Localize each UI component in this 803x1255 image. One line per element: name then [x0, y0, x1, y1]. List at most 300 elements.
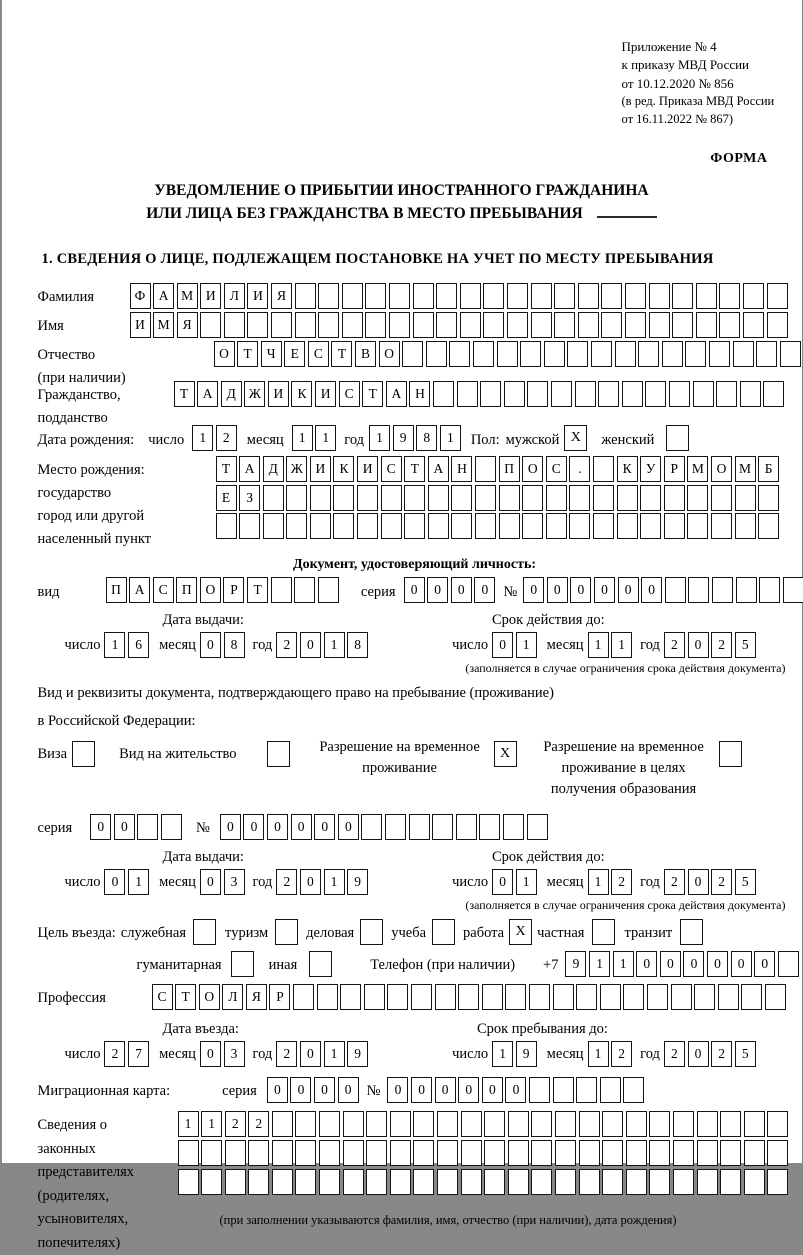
- char-cell[interactable]: [436, 312, 457, 338]
- char-cell[interactable]: 0: [411, 1077, 432, 1103]
- char-cell[interactable]: 0: [300, 632, 321, 658]
- char-cell[interactable]: [318, 283, 339, 309]
- purpose-transit-checkbox[interactable]: [680, 919, 703, 945]
- char-cell[interactable]: С: [546, 456, 567, 482]
- purpose-other-checkbox[interactable]: [309, 951, 332, 977]
- char-cell[interactable]: [507, 283, 528, 309]
- char-cell[interactable]: [461, 1140, 482, 1166]
- char-cell[interactable]: [381, 513, 402, 539]
- char-cell[interactable]: 0: [688, 1041, 709, 1067]
- purpose-business-checkbox[interactable]: [360, 919, 383, 945]
- char-cell[interactable]: П: [106, 577, 127, 603]
- char-cell[interactable]: И: [200, 283, 221, 309]
- char-cell[interactable]: [200, 312, 221, 338]
- purpose-private-checkbox[interactable]: [592, 919, 615, 945]
- char-cell[interactable]: [451, 485, 472, 511]
- char-cell[interactable]: 1: [192, 425, 213, 451]
- char-cell[interactable]: 0: [688, 869, 709, 895]
- char-cell[interactable]: 2: [711, 1041, 732, 1067]
- char-cell[interactable]: [529, 984, 550, 1010]
- char-cell[interactable]: 2: [276, 632, 297, 658]
- char-cell[interactable]: [461, 1111, 482, 1137]
- char-cell[interactable]: [685, 341, 706, 367]
- char-cell[interactable]: [649, 1111, 670, 1137]
- char-cell[interactable]: [672, 312, 693, 338]
- char-cell[interactable]: 0: [688, 632, 709, 658]
- char-cell[interactable]: [531, 1111, 552, 1137]
- char-cell[interactable]: 2: [248, 1111, 269, 1137]
- char-cell[interactable]: [687, 513, 708, 539]
- char-cell[interactable]: [741, 984, 762, 1010]
- char-cell[interactable]: [225, 1140, 246, 1166]
- char-cell[interactable]: 9: [516, 1041, 537, 1067]
- char-cell[interactable]: А: [197, 381, 218, 407]
- char-cell[interactable]: [626, 1111, 647, 1137]
- char-cell[interactable]: 0: [754, 951, 775, 977]
- char-cell[interactable]: И: [247, 283, 268, 309]
- char-cell[interactable]: [625, 283, 646, 309]
- char-cell[interactable]: .: [569, 456, 590, 482]
- char-cell[interactable]: 9: [347, 869, 368, 895]
- char-cell[interactable]: [671, 984, 692, 1010]
- char-cell[interactable]: [390, 1111, 411, 1137]
- char-cell[interactable]: [239, 513, 260, 539]
- char-cell[interactable]: 0: [338, 814, 359, 840]
- char-cell[interactable]: [482, 984, 503, 1010]
- char-cell[interactable]: [598, 381, 619, 407]
- char-cell[interactable]: [758, 513, 779, 539]
- char-cell[interactable]: [649, 1140, 670, 1166]
- char-cell[interactable]: Т: [247, 577, 268, 603]
- char-cell[interactable]: [499, 513, 520, 539]
- char-cell[interactable]: И: [310, 456, 331, 482]
- char-cell[interactable]: 1: [292, 425, 313, 451]
- char-cell[interactable]: 0: [570, 577, 591, 603]
- char-cell[interactable]: 0: [435, 1077, 456, 1103]
- char-cell[interactable]: С: [339, 381, 360, 407]
- char-cell[interactable]: 0: [482, 1077, 503, 1103]
- char-cell[interactable]: [696, 283, 717, 309]
- char-cell[interactable]: [318, 312, 339, 338]
- char-cell[interactable]: [697, 1111, 718, 1137]
- char-cell[interactable]: 2: [664, 632, 685, 658]
- char-cell[interactable]: Ф: [130, 283, 151, 309]
- char-cell[interactable]: [647, 984, 668, 1010]
- char-cell[interactable]: [711, 513, 732, 539]
- char-cell[interactable]: [201, 1140, 222, 1166]
- char-cell[interactable]: [693, 381, 714, 407]
- char-cell[interactable]: Р: [664, 456, 685, 482]
- char-cell[interactable]: [456, 814, 477, 840]
- char-cell[interactable]: Т: [175, 984, 196, 1010]
- char-cell[interactable]: [553, 1077, 574, 1103]
- char-cell[interactable]: М: [177, 283, 198, 309]
- char-cell[interactable]: Д: [263, 456, 284, 482]
- char-cell[interactable]: Я: [246, 984, 267, 1010]
- char-cell[interactable]: [271, 312, 292, 338]
- char-cell[interactable]: [665, 577, 686, 603]
- char-cell[interactable]: 0: [404, 577, 425, 603]
- char-cell[interactable]: 0: [338, 1077, 359, 1103]
- char-cell[interactable]: М: [153, 312, 174, 338]
- char-cell[interactable]: 8: [347, 632, 368, 658]
- char-cell[interactable]: [161, 814, 182, 840]
- char-cell[interactable]: 1: [588, 869, 609, 895]
- char-cell[interactable]: [507, 312, 528, 338]
- char-cell[interactable]: [484, 1169, 505, 1195]
- char-cell[interactable]: Т: [216, 456, 237, 482]
- char-cell[interactable]: [364, 984, 385, 1010]
- char-cell[interactable]: [697, 1169, 718, 1195]
- char-cell[interactable]: [569, 513, 590, 539]
- char-cell[interactable]: [428, 513, 449, 539]
- char-cell[interactable]: [576, 984, 597, 1010]
- char-cell[interactable]: 9: [393, 425, 414, 451]
- char-cell[interactable]: [435, 984, 456, 1010]
- char-cell[interactable]: [578, 312, 599, 338]
- char-cell[interactable]: 8: [224, 632, 245, 658]
- purpose-work-checkbox[interactable]: X: [509, 919, 532, 945]
- char-cell[interactable]: [480, 381, 501, 407]
- char-cell[interactable]: [546, 513, 567, 539]
- char-cell[interactable]: С: [381, 456, 402, 482]
- char-cell[interactable]: 0: [594, 577, 615, 603]
- char-cell[interactable]: З: [239, 485, 260, 511]
- char-cell[interactable]: 0: [547, 577, 568, 603]
- char-cell[interactable]: И: [315, 381, 336, 407]
- char-cell[interactable]: [579, 1111, 600, 1137]
- char-cell[interactable]: 1: [516, 632, 537, 658]
- char-cell[interactable]: [437, 1111, 458, 1137]
- char-cell[interactable]: [201, 1169, 222, 1195]
- char-cell[interactable]: [625, 312, 646, 338]
- char-cell[interactable]: [271, 577, 292, 603]
- char-cell[interactable]: [623, 1077, 644, 1103]
- char-cell[interactable]: [554, 312, 575, 338]
- char-cell[interactable]: 0: [683, 951, 704, 977]
- char-cell[interactable]: [673, 1169, 694, 1195]
- char-cell[interactable]: [272, 1169, 293, 1195]
- char-cell[interactable]: [333, 513, 354, 539]
- char-cell[interactable]: [451, 513, 472, 539]
- char-cell[interactable]: [389, 312, 410, 338]
- char-cell[interactable]: 1: [611, 632, 632, 658]
- char-cell[interactable]: [508, 1111, 529, 1137]
- char-cell[interactable]: И: [357, 456, 378, 482]
- char-cell[interactable]: [567, 341, 588, 367]
- char-cell[interactable]: [718, 984, 739, 1010]
- char-cell[interactable]: 0: [267, 814, 288, 840]
- char-cell[interactable]: В: [355, 341, 376, 367]
- char-cell[interactable]: 1: [104, 632, 125, 658]
- char-cell[interactable]: [554, 283, 575, 309]
- char-cell[interactable]: [508, 1169, 529, 1195]
- char-cell[interactable]: [593, 513, 614, 539]
- char-cell[interactable]: [527, 381, 548, 407]
- char-cell[interactable]: [593, 456, 614, 482]
- char-cell[interactable]: [767, 312, 788, 338]
- char-cell[interactable]: [272, 1111, 293, 1137]
- char-cell[interactable]: 1: [588, 632, 609, 658]
- char-cell[interactable]: [504, 381, 525, 407]
- char-cell[interactable]: 0: [300, 1041, 321, 1067]
- char-cell[interactable]: С: [308, 341, 329, 367]
- temp-residence-education-checkbox[interactable]: [719, 741, 742, 767]
- char-cell[interactable]: [623, 984, 644, 1010]
- char-cell[interactable]: [413, 283, 434, 309]
- char-cell[interactable]: 5: [735, 632, 756, 658]
- char-cell[interactable]: [602, 1169, 623, 1195]
- char-cell[interactable]: 0: [474, 577, 495, 603]
- char-cell[interactable]: [622, 381, 643, 407]
- visa-checkbox[interactable]: [72, 741, 95, 767]
- char-cell[interactable]: 2: [276, 869, 297, 895]
- char-cell[interactable]: 0: [300, 869, 321, 895]
- char-cell[interactable]: [555, 1111, 576, 1137]
- char-cell[interactable]: А: [239, 456, 260, 482]
- char-cell[interactable]: [385, 814, 406, 840]
- char-cell[interactable]: [602, 1140, 623, 1166]
- char-cell[interactable]: 1: [492, 1041, 513, 1067]
- char-cell[interactable]: [720, 1140, 741, 1166]
- char-cell[interactable]: [593, 485, 614, 511]
- char-cell[interactable]: А: [428, 456, 449, 482]
- char-cell[interactable]: [687, 485, 708, 511]
- char-cell[interactable]: Е: [216, 485, 237, 511]
- char-cell[interactable]: С: [152, 984, 173, 1010]
- char-cell[interactable]: [767, 1111, 788, 1137]
- char-cell[interactable]: [178, 1169, 199, 1195]
- char-cell[interactable]: [343, 1111, 364, 1137]
- char-cell[interactable]: [579, 1140, 600, 1166]
- char-cell[interactable]: [743, 312, 764, 338]
- char-cell[interactable]: 0: [427, 577, 448, 603]
- char-cell[interactable]: 7: [128, 1041, 149, 1067]
- char-cell[interactable]: 2: [664, 1041, 685, 1067]
- char-cell[interactable]: [343, 1140, 364, 1166]
- char-cell[interactable]: [569, 485, 590, 511]
- char-cell[interactable]: [473, 341, 494, 367]
- char-cell[interactable]: 9: [347, 1041, 368, 1067]
- char-cell[interactable]: [224, 312, 245, 338]
- char-cell[interactable]: [756, 341, 777, 367]
- char-cell[interactable]: [413, 1169, 434, 1195]
- char-cell[interactable]: [531, 283, 552, 309]
- char-cell[interactable]: [475, 485, 496, 511]
- char-cell[interactable]: 2: [225, 1111, 246, 1137]
- char-cell[interactable]: [688, 577, 709, 603]
- char-cell[interactable]: [458, 984, 479, 1010]
- char-cell[interactable]: [411, 984, 432, 1010]
- char-cell[interactable]: О: [379, 341, 400, 367]
- purpose-study-checkbox[interactable]: [432, 919, 455, 945]
- char-cell[interactable]: [763, 381, 784, 407]
- char-cell[interactable]: [295, 1140, 316, 1166]
- char-cell[interactable]: 3: [224, 869, 245, 895]
- char-cell[interactable]: [744, 1140, 765, 1166]
- char-cell[interactable]: [333, 485, 354, 511]
- char-cell[interactable]: [544, 341, 565, 367]
- char-cell[interactable]: [413, 1111, 434, 1137]
- char-cell[interactable]: М: [735, 456, 756, 482]
- char-cell[interactable]: 3: [224, 1041, 245, 1067]
- char-cell[interactable]: 0: [707, 951, 728, 977]
- char-cell[interactable]: О: [214, 341, 235, 367]
- char-cell[interactable]: [137, 814, 158, 840]
- char-cell[interactable]: [696, 312, 717, 338]
- char-cell[interactable]: Т: [331, 341, 352, 367]
- char-cell[interactable]: 0: [200, 869, 221, 895]
- char-cell[interactable]: [694, 984, 715, 1010]
- char-cell[interactable]: К: [291, 381, 312, 407]
- char-cell[interactable]: 0: [618, 577, 639, 603]
- char-cell[interactable]: [426, 341, 447, 367]
- char-cell[interactable]: [483, 312, 504, 338]
- char-cell[interactable]: [286, 485, 307, 511]
- char-cell[interactable]: Б: [758, 456, 779, 482]
- char-cell[interactable]: [669, 381, 690, 407]
- char-cell[interactable]: Н: [409, 381, 430, 407]
- char-cell[interactable]: [484, 1140, 505, 1166]
- char-cell[interactable]: [319, 1169, 340, 1195]
- char-cell[interactable]: 0: [200, 632, 221, 658]
- char-cell[interactable]: [293, 984, 314, 1010]
- char-cell[interactable]: [649, 1169, 670, 1195]
- char-cell[interactable]: Р: [269, 984, 290, 1010]
- char-cell[interactable]: [248, 1169, 269, 1195]
- char-cell[interactable]: [664, 513, 685, 539]
- char-cell[interactable]: [503, 814, 524, 840]
- char-cell[interactable]: [617, 513, 638, 539]
- char-cell[interactable]: 0: [104, 869, 125, 895]
- char-cell[interactable]: [555, 1169, 576, 1195]
- char-cell[interactable]: [457, 381, 478, 407]
- char-cell[interactable]: 1: [324, 1041, 345, 1067]
- char-cell[interactable]: [318, 577, 339, 603]
- char-cell[interactable]: [575, 381, 596, 407]
- char-cell[interactable]: 2: [711, 632, 732, 658]
- char-cell[interactable]: [390, 1169, 411, 1195]
- char-cell[interactable]: [578, 283, 599, 309]
- char-cell[interactable]: Т: [174, 381, 195, 407]
- char-cell[interactable]: [716, 381, 737, 407]
- char-cell[interactable]: 1: [178, 1111, 199, 1137]
- char-cell[interactable]: [673, 1111, 694, 1137]
- char-cell[interactable]: И: [268, 381, 289, 407]
- char-cell[interactable]: [428, 485, 449, 511]
- char-cell[interactable]: [615, 341, 636, 367]
- char-cell[interactable]: [460, 283, 481, 309]
- char-cell[interactable]: [576, 1077, 597, 1103]
- char-cell[interactable]: [357, 513, 378, 539]
- char-cell[interactable]: [600, 1077, 621, 1103]
- char-cell[interactable]: 0: [90, 814, 111, 840]
- char-cell[interactable]: [555, 1140, 576, 1166]
- purpose-tourism-checkbox[interactable]: [275, 919, 298, 945]
- sex-male-checkbox[interactable]: X: [564, 425, 587, 451]
- char-cell[interactable]: [272, 1140, 293, 1166]
- char-cell[interactable]: [712, 577, 733, 603]
- char-cell[interactable]: [531, 1169, 552, 1195]
- char-cell[interactable]: [436, 283, 457, 309]
- char-cell[interactable]: [387, 984, 408, 1010]
- char-cell[interactable]: [225, 1169, 246, 1195]
- char-cell[interactable]: 1: [369, 425, 390, 451]
- char-cell[interactable]: [640, 485, 661, 511]
- char-cell[interactable]: О: [711, 456, 732, 482]
- char-cell[interactable]: [601, 283, 622, 309]
- char-cell[interactable]: [413, 312, 434, 338]
- char-cell[interactable]: [366, 1140, 387, 1166]
- char-cell[interactable]: [591, 341, 612, 367]
- char-cell[interactable]: 1: [440, 425, 461, 451]
- char-cell[interactable]: 0: [505, 1077, 526, 1103]
- char-cell[interactable]: Е: [284, 341, 305, 367]
- char-cell[interactable]: Т: [404, 456, 425, 482]
- char-cell[interactable]: [522, 485, 543, 511]
- char-cell[interactable]: А: [129, 577, 150, 603]
- char-cell[interactable]: [709, 341, 730, 367]
- char-cell[interactable]: [178, 1140, 199, 1166]
- char-cell[interactable]: [366, 1169, 387, 1195]
- char-cell[interactable]: 1: [128, 869, 149, 895]
- char-cell[interactable]: [600, 984, 621, 1010]
- char-cell[interactable]: [553, 984, 574, 1010]
- char-cell[interactable]: 2: [104, 1041, 125, 1067]
- char-cell[interactable]: 0: [641, 577, 662, 603]
- char-cell[interactable]: [617, 485, 638, 511]
- char-cell[interactable]: 0: [314, 1077, 335, 1103]
- char-cell[interactable]: [475, 456, 496, 482]
- char-cell[interactable]: 0: [636, 951, 657, 977]
- char-cell[interactable]: М: [687, 456, 708, 482]
- char-cell[interactable]: 0: [314, 814, 335, 840]
- char-cell[interactable]: [381, 485, 402, 511]
- char-cell[interactable]: [437, 1140, 458, 1166]
- char-cell[interactable]: А: [386, 381, 407, 407]
- char-cell[interactable]: [758, 485, 779, 511]
- char-cell[interactable]: [602, 1111, 623, 1137]
- char-cell[interactable]: [484, 1111, 505, 1137]
- char-cell[interactable]: 0: [243, 814, 264, 840]
- char-cell[interactable]: Д: [221, 381, 242, 407]
- char-cell[interactable]: [522, 513, 543, 539]
- char-cell[interactable]: [649, 312, 670, 338]
- char-cell[interactable]: [340, 984, 361, 1010]
- char-cell[interactable]: [483, 283, 504, 309]
- char-cell[interactable]: [720, 1111, 741, 1137]
- char-cell[interactable]: [767, 1140, 788, 1166]
- char-cell[interactable]: [744, 1169, 765, 1195]
- char-cell[interactable]: [505, 984, 526, 1010]
- char-cell[interactable]: 2: [276, 1041, 297, 1067]
- char-cell[interactable]: 0: [492, 632, 513, 658]
- char-cell[interactable]: [295, 1169, 316, 1195]
- char-cell[interactable]: Л: [224, 283, 245, 309]
- char-cell[interactable]: 9: [565, 951, 586, 977]
- char-cell[interactable]: 0: [220, 814, 241, 840]
- char-cell[interactable]: [767, 283, 788, 309]
- char-cell[interactable]: Ж: [244, 381, 265, 407]
- char-cell[interactable]: 8: [416, 425, 437, 451]
- char-cell[interactable]: [579, 1169, 600, 1195]
- char-cell[interactable]: [735, 513, 756, 539]
- char-cell[interactable]: [433, 381, 454, 407]
- char-cell[interactable]: Ж: [286, 456, 307, 482]
- char-cell[interactable]: 0: [523, 577, 544, 603]
- char-cell[interactable]: [343, 1169, 364, 1195]
- char-cell[interactable]: [475, 513, 496, 539]
